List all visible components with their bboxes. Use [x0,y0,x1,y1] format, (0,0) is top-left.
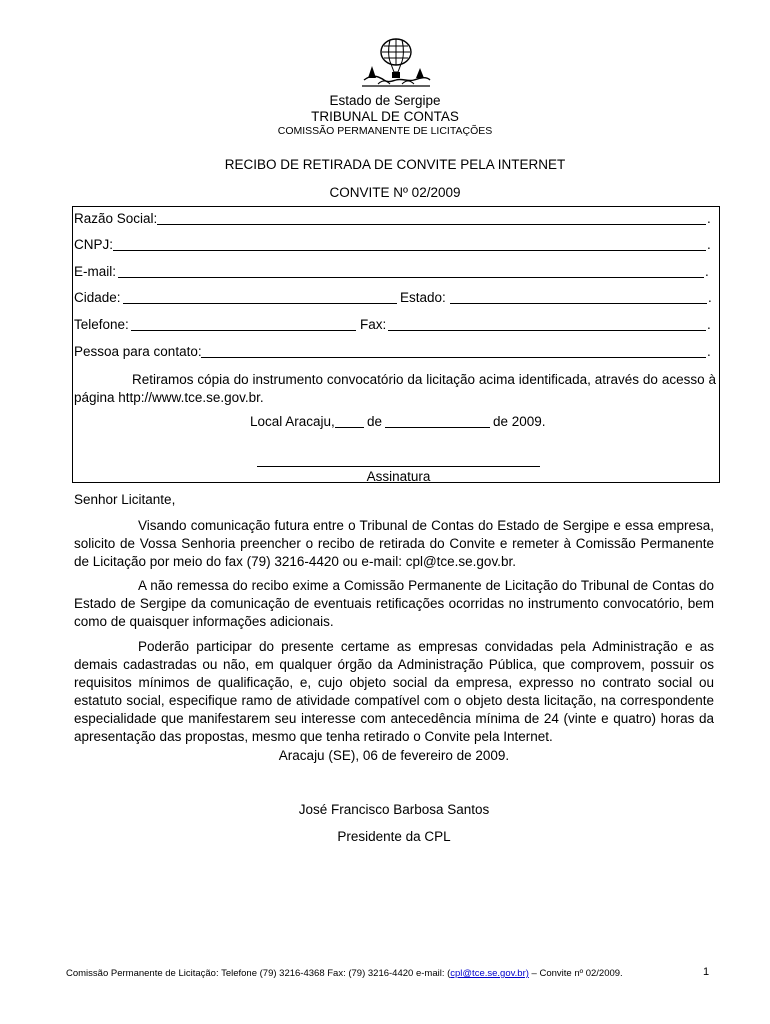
local-prefix: Local Aracaju, [250,414,335,429]
line-end: . [707,211,711,226]
email-label: E-mail: [74,264,117,279]
retrieval-statement: Retiramos cópia do instrumento convocatório da licitação acima identificada, através do acesso à página http://www.tce.se.gov.br. [74,372,716,405]
paragraph-communication: Visando comunicação futura entre o Tribunal de Contas do Estado de Sergipe e essa empresa, solicito de Vossa Senhoria preencher o recibo de retirada do Convite e remeter à Comissão Permanente de Licitação por meio do fax (79) 3216-4420 ou e-mail: cpl@tce.se.gov.br. [74,518,714,569]
greeting: Senhor Licitante, [74,492,176,507]
signature-label: Assinatura [366,469,431,484]
cnpj-field[interactable] [113,237,706,251]
court-heading: TRIBUNAL DE CONTAS [311,109,459,124]
coat-of-arms-emblem [358,36,434,92]
footer-email-link[interactable]: cpl@tce.se.gov.br) [450,968,529,979]
contact-person-field[interactable] [201,344,706,358]
cnpj-label: CNPJ: [74,237,114,252]
signer-title: Presidente da CPL [337,829,451,844]
razao-social-label: Razão Social: [74,211,158,226]
footer-invite-text: – Convite nº 02/2009. [528,968,623,979]
paragraph-non-submission: A não remessa do recibo exime a Comissão Permanente de Licitação do Tribunal de Contas do Estado de Sergipe da comunicação de eventuais retificações ocorridas no instrumento convocatório, bem como de quaisquer informações adicionais. [74,578,714,629]
footer [66,968,623,979]
contact-person-label: Pessoa para contato: [74,344,202,359]
commission-heading: COMISSÃO PERMANENTE DE LICITAÇÕES [277,125,493,137]
estado-label: Estado: [400,290,446,305]
local-de-2: de 2009. [493,414,546,429]
month-field[interactable] [385,414,490,428]
local-de-1: de [367,414,383,429]
invite-number: CONVITE Nº 02/2009 [329,185,461,200]
fax-label: Fax: [360,317,387,332]
estado-field[interactable] [450,290,707,304]
line-end: . [707,317,711,332]
document-title: RECIBO DE RETIRADA DE CONVITE PELA INTERNET [224,157,566,172]
fax-field[interactable] [388,317,706,331]
signer-name: José Francisco Barbosa Santos [298,802,490,817]
email-field[interactable] [118,264,704,278]
footer-contact-text: Comissão Permanente de Licitação: Telefone (79) 3216-4368 Fax: (79) 3216-4420 e-mail: ( [66,968,451,979]
paragraph-participation: Poderão participar do presente certame as empresas convidadas pela Administração e as demais cadastradas ou não, em qualquer órgão da Administração Pública, que comprovem, possuir os requisitos mínimos de qualificação, e, cujo objeto social da empresa, expresso no contrato social ou estatuto social, especifique ramo de atividade compatível com o objeto desta licitação, na correspondente especialidade que manifestarem seu interesse com antecedência mínima de 24 (vinte e quatro) horas da apresentação das propostas, mesmo que tenha retirado o Convite pela Internet. [74,639,714,744]
cidade-label: Cidade: [74,290,121,305]
day-field[interactable] [335,414,364,428]
razao-social-field[interactable] [157,211,706,225]
line-end: . [707,237,711,252]
telefone-label: Telefone: [74,317,129,332]
date-line: Aracaju (SE), 06 de fevereiro de 2009. [278,748,510,763]
cidade-field[interactable] [123,290,397,304]
state-heading: Estado de Sergipe [329,93,441,108]
line-end: . [707,344,711,359]
telefone-field[interactable] [131,317,356,331]
line-end: . [708,290,712,305]
signature-line[interactable] [257,466,540,467]
line-end: . [705,264,709,279]
page-number: 1 [703,966,710,978]
